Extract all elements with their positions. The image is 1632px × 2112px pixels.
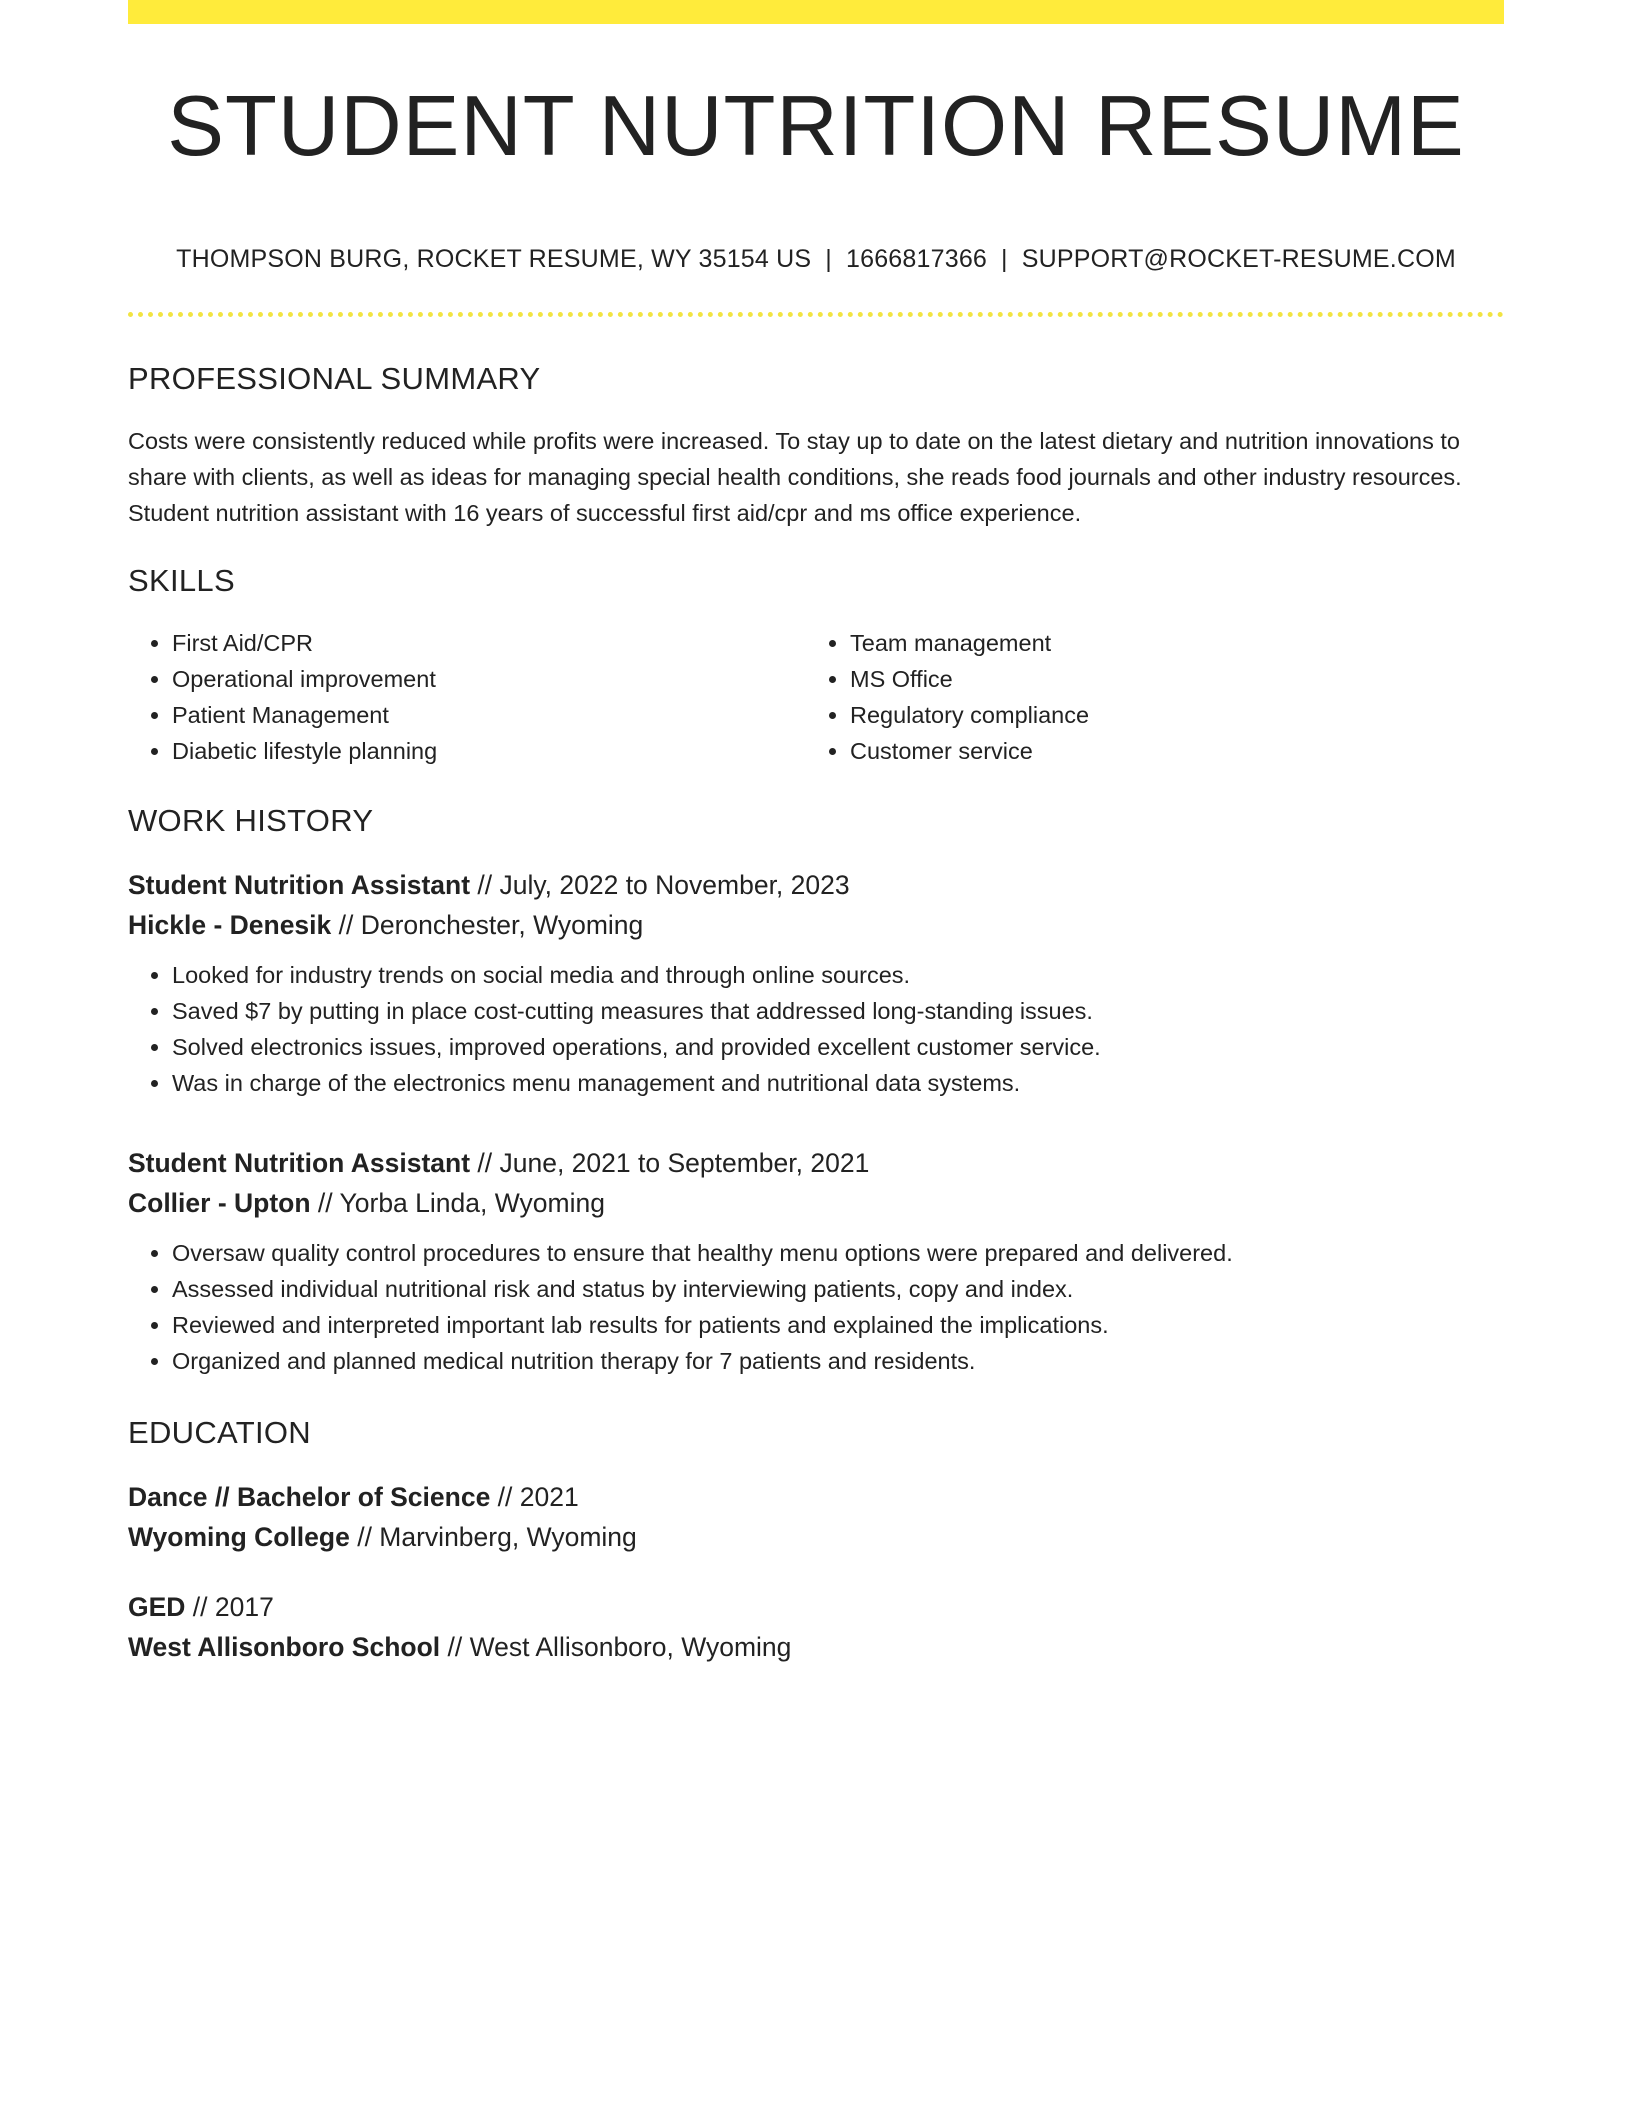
skill-item: • Team management bbox=[850, 625, 1504, 661]
summary-heading: PROFESSIONAL SUMMARY bbox=[128, 361, 541, 396]
skills-list bbox=[128, 625, 1504, 769]
job-title-line bbox=[128, 1143, 1504, 1183]
job-entry bbox=[128, 865, 1504, 1101]
dotted-divider bbox=[128, 312, 1504, 317]
skill-item: • MS Office bbox=[850, 661, 1504, 697]
education-school: West Allisonboro School bbox=[128, 1632, 441, 1662]
resume-page bbox=[128, 0, 1504, 1667]
skill-item: • Regulatory compliance bbox=[850, 697, 1504, 733]
work-history-heading: WORK HISTORY bbox=[128, 803, 374, 838]
job-company-line bbox=[128, 1183, 1504, 1223]
job-bullet: • Saved $7 by putting in place cost-cutting measures that addressed long-standing issues. bbox=[172, 993, 1504, 1029]
contact-phone: 1666817366 bbox=[846, 245, 988, 273]
education-entry bbox=[128, 1587, 1504, 1667]
skill-item: • Diabetic lifestyle planning bbox=[172, 733, 806, 769]
education-entry bbox=[128, 1477, 1504, 1557]
education-year: // 2021 bbox=[490, 1482, 579, 1512]
job-bullets bbox=[128, 957, 1504, 1101]
job-company-line bbox=[128, 905, 1504, 945]
education-location: // West Allisonboro, Wyoming bbox=[440, 1632, 792, 1662]
education-degree-line bbox=[128, 1477, 1504, 1517]
job-bullets bbox=[128, 1235, 1504, 1379]
job-title: Student Nutrition Assistant bbox=[128, 870, 471, 900]
job-location: // Yorba Linda, Wyoming bbox=[310, 1188, 605, 1218]
education-degree-line bbox=[128, 1587, 1504, 1627]
education-degree: GED bbox=[128, 1592, 186, 1622]
job-location: // Deronchester, Wyoming bbox=[331, 910, 644, 940]
education-year: // 2017 bbox=[185, 1592, 274, 1622]
contact-separator: | bbox=[825, 245, 832, 273]
job-bullet: • Solved electronics issues, improved operations, and provided excellent customer service. bbox=[172, 1029, 1504, 1065]
education-location: // Marvinberg, Wyoming bbox=[349, 1522, 637, 1552]
education-school: Wyoming College bbox=[128, 1522, 350, 1552]
skill-item: • Operational improvement bbox=[172, 661, 806, 697]
education-school-line bbox=[128, 1627, 1504, 1667]
skill-item: • Patient Management bbox=[172, 697, 806, 733]
contact-email[interactable]: SUPPORT@ROCKET-RESUME.COM bbox=[1021, 245, 1456, 273]
job-company: Collier - Upton bbox=[128, 1188, 311, 1218]
job-title-line bbox=[128, 865, 1504, 905]
job-bullet: • Was in charge of the electronics menu management and nutritional data systems. bbox=[172, 1065, 1504, 1101]
skills-column-right bbox=[806, 625, 1504, 769]
job-company: Hickle - Denesik bbox=[128, 910, 332, 940]
skills-column-left bbox=[128, 625, 806, 769]
contact-address: THOMPSON BURG, ROCKET RESUME, WY 35154 US bbox=[176, 245, 812, 273]
job-dates: // June, 2021 to September, 2021 bbox=[470, 1148, 870, 1178]
job-bullet: • Reviewed and interpreted important lab results for patients and explained the implications. bbox=[172, 1307, 1504, 1343]
contact-line bbox=[128, 245, 1504, 274]
accent-bar bbox=[128, 0, 1504, 24]
job-dates: // July, 2022 to November, 2023 bbox=[470, 870, 850, 900]
job-title: Student Nutrition Assistant bbox=[128, 1148, 471, 1178]
resume-title: STUDENT NUTRITION RESUME bbox=[167, 79, 1465, 174]
job-bullet: • Assessed individual nutritional risk and status by interviewing patients, copy and index. bbox=[172, 1271, 1504, 1307]
job-bullet: • Oversaw quality control procedures to ensure that healthy menu options were prepared and delivered. bbox=[172, 1235, 1504, 1271]
job-entry bbox=[128, 1143, 1504, 1379]
job-bullet: • Looked for industry trends on social media and through online sources. bbox=[172, 957, 1504, 993]
skill-item: • Customer service bbox=[850, 733, 1504, 769]
summary-text: Costs were consistently reduced while profits were increased. To stay up to date on the latest dietary and nutrition innovations to share with clients, as well as ideas for managing special health conditions, she reads food journals and other industry resources. Student nutrition assistant with 16 years of successful first aid/cpr and ms office experience. bbox=[128, 428, 1462, 526]
skill-item: • First Aid/CPR bbox=[172, 625, 806, 661]
education-heading: EDUCATION bbox=[128, 1415, 311, 1450]
education-school-line bbox=[128, 1517, 1504, 1557]
skills-heading: SKILLS bbox=[128, 563, 235, 598]
education-degree: Dance // Bachelor of Science bbox=[128, 1482, 491, 1512]
contact-separator: | bbox=[1001, 245, 1008, 273]
job-bullet: • Organized and planned medical nutrition therapy for 7 patients and residents. bbox=[172, 1343, 1504, 1379]
